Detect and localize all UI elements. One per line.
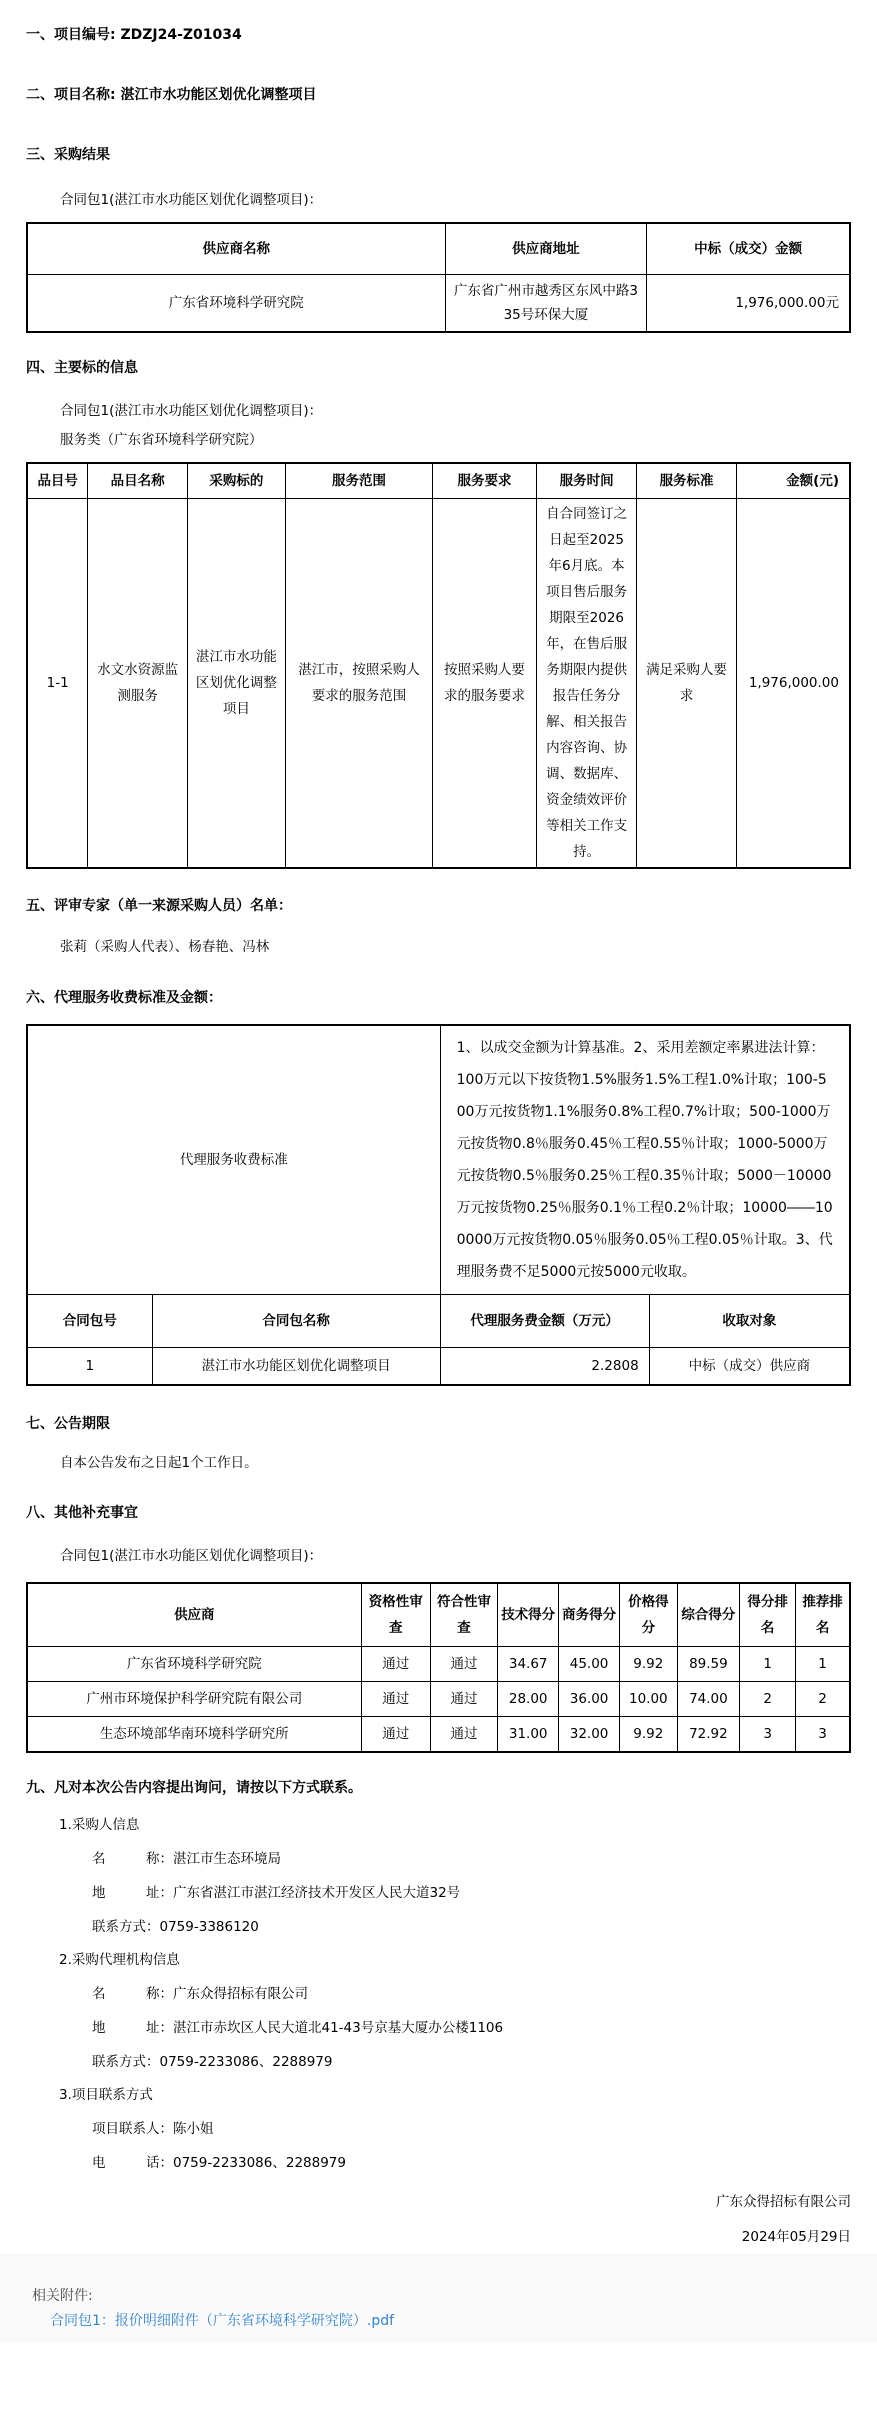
business-score-cell: 32.00: [559, 1717, 620, 1753]
price-score-cell: 9.92: [620, 1647, 678, 1682]
column-header: 资格性审查: [361, 1583, 430, 1647]
signature-date: 2024年05月29日: [741, 2229, 851, 2245]
column-header: 服务时间: [536, 463, 636, 499]
column-header: 符合性审查: [430, 1583, 497, 1647]
table-header-row: [27, 1295, 850, 1348]
item-name-cell: 水文水资源监测服务: [88, 499, 188, 869]
procurement-result-table: [26, 222, 851, 333]
table-header-row: [27, 223, 850, 275]
column-header: 供应商: [27, 1583, 361, 1647]
table-row: [27, 275, 850, 333]
column-header: 品目号: [27, 463, 88, 499]
table-row: [27, 1647, 850, 1682]
column-header: 合同包名称: [152, 1295, 440, 1348]
column-header: 供应商地址: [445, 223, 647, 275]
agency-address: 地 址：湛江市赤坎区人民大道北41-43号京基大厦办公楼1106: [92, 2020, 504, 2036]
section-procurement-result-heading: 三、采购结果: [26, 147, 110, 163]
supplier-cell: 生态环境部华南环境科学研究所: [27, 1717, 361, 1753]
table-row: [27, 1682, 850, 1717]
business-score-cell: 45.00: [559, 1647, 620, 1682]
section-notice-period-heading: 七、公告期限: [26, 1416, 110, 1432]
score-rank-cell: 2: [740, 1682, 796, 1717]
section-contact-heading: 九、凡对本次公告内容提出询问，请按以下方式联系。: [26, 1780, 362, 1796]
column-header: 服务范围: [285, 463, 432, 499]
attachments-label: 相关附件:: [32, 2288, 93, 2304]
service-standard-cell: 满足采购人要求: [637, 499, 737, 869]
section-project-number: 一、项目编号: ZDZJ24-Z01034: [26, 27, 242, 43]
project-contact-person: 项目联系人：陈小姐: [92, 2121, 214, 2137]
column-header: 推荐排名: [796, 1583, 850, 1647]
price-score-cell: 9.92: [620, 1717, 678, 1753]
target-cell: 湛江市水功能区划优化调整项目: [187, 499, 285, 869]
column-header: 服务要求: [433, 463, 537, 499]
total-score-cell: 89.59: [677, 1647, 740, 1682]
supplier-score-table: [26, 1582, 851, 1753]
tech-score-cell: 31.00: [498, 1717, 559, 1753]
purchaser-address: 地 址：广东省湛江市湛江经济技术开发区人民大道32号: [92, 1885, 461, 1901]
service-time-cell: 自合同签订之日起至2025年6月底。本项目售后服务期限至2026年，在售后服务期限内提供报告任务分解、相关报告内容咨询、协调、数据库、资金绩效评价等相关工作支持。: [536, 499, 636, 869]
section-supplement-heading: 八、其他补充事宜: [26, 1505, 138, 1521]
column-header: 收取对象: [649, 1295, 850, 1348]
service-requirement-cell: 按照采购人要求的服务要求: [433, 499, 537, 869]
column-header: 价格得分: [620, 1583, 678, 1647]
tech-score-cell: 28.00: [498, 1682, 559, 1717]
column-header: 得分排名: [740, 1583, 796, 1647]
attachment-pdf-link[interactable]: 合同包1：报价明细附件（广东省环境科学研究院）.pdf: [50, 2313, 395, 2329]
result-package-line: 合同包1(湛江市水功能区划优化调整项目)：: [60, 192, 323, 208]
fee-standard-text-cell: 1、以成交金额为计算基准。2、采用差额定率累进法计算：100万元以下按货物1.5%服务1.5%工程1.0%计取；100-500万元按货物1.1%服务0.8%工程0.7%计取；500-1000万元按货物0.8％服务0.45％工程0.55％计取；1000-5000万元按货物0.5％服务0.25％工程0.35％计取；5000－10000万元按货物0.25％服务0.1％工程0.2％计取；10000――100000万元按货物0.05％服务0.05％工程0.05％计取。3、代理服务费不足5000元按5000元收取。: [440, 1025, 850, 1295]
supplier-name-cell: 广东省环境科学研究院: [27, 275, 445, 333]
section-agency-fee-heading: 六、代理服务收费标准及金额：: [26, 990, 222, 1006]
signature-company: 广东众得招标有限公司: [716, 2194, 851, 2210]
score-rank-cell: 3: [740, 1717, 796, 1753]
supplier-cell: 广州市环境保护科学研究院有限公司: [27, 1682, 361, 1717]
package-no-cell: 1: [27, 1348, 152, 1386]
conformity-cell: 通过: [430, 1717, 497, 1753]
section-experts-heading: 五、评审专家（单一来源采购人员）名单：: [26, 898, 292, 914]
target-package-line: 合同包1(湛江市水功能区划优化调整项目)：: [60, 403, 323, 419]
agency-fee-table: [26, 1024, 851, 1386]
tech-score-cell: 34.67: [498, 1647, 559, 1682]
bid-target-table: [26, 462, 851, 869]
column-header: 品目名称: [88, 463, 188, 499]
table-header-row: [27, 1583, 850, 1647]
business-score-cell: 36.00: [559, 1682, 620, 1717]
qualification-cell: 通过: [361, 1717, 430, 1753]
table-row: [27, 1348, 850, 1386]
attachments-section: [0, 2253, 877, 2343]
column-header: 采购标的: [187, 463, 285, 499]
score-rank-cell: 1: [740, 1647, 796, 1682]
recommend-rank-cell: 1: [796, 1647, 850, 1682]
conformity-cell: 通过: [430, 1682, 497, 1717]
column-header: 金额(元): [736, 463, 850, 499]
fee-standard-label-cell: 代理服务收费标准: [27, 1025, 440, 1295]
total-score-cell: 74.00: [677, 1682, 740, 1717]
purchaser-name: 名 称：湛江市生态环境局: [92, 1851, 281, 1867]
column-header: 代理服务费金额（万元）: [440, 1295, 649, 1348]
table-header-row: [27, 463, 850, 499]
column-header: 商务得分: [559, 1583, 620, 1647]
table-row: [27, 499, 850, 869]
supplier-address-cell: 广东省广州市越秀区东风中路335号环保大厦: [445, 275, 647, 333]
supplier-cell: 广东省环境科学研究院: [27, 1647, 361, 1682]
agency-contact: 联系方式：0759-2233086、2288979: [92, 2054, 333, 2070]
table-row: [27, 1717, 850, 1753]
purchaser-info-title: 1.采购人信息: [59, 1817, 140, 1833]
amount-cell: 1,976,000.00: [736, 499, 850, 869]
service-scope-cell: 湛江市，按照采购人要求的服务范围: [285, 499, 432, 869]
column-header: 技术得分: [498, 1583, 559, 1647]
notice-period-text: 自本公告发布之日起1个工作日。: [60, 1455, 258, 1471]
recommend-rank-cell: 3: [796, 1717, 850, 1753]
section-project-name: 二、项目名称: 湛江市水功能区划优化调整项目: [26, 87, 317, 103]
qualification-cell: 通过: [361, 1682, 430, 1717]
target-category-line: 服务类（广东省环境科学研究院）: [60, 432, 263, 448]
section-bid-target-heading: 四、主要标的信息: [26, 360, 138, 376]
column-header: 中标（成交）金额: [647, 223, 850, 275]
item-no-cell: 1-1: [27, 499, 88, 869]
price-score-cell: 10.00: [620, 1682, 678, 1717]
fee-amount-cell: 2.2808: [440, 1348, 649, 1386]
project-contact-phone: 电 话：0759-2233086、2288979: [92, 2155, 346, 2171]
column-header: 供应商名称: [27, 223, 445, 275]
column-header: 合同包号: [27, 1295, 152, 1348]
project-contact-title: 3.项目联系方式: [59, 2087, 153, 2103]
qualification-cell: 通过: [361, 1647, 430, 1682]
fee-payer-cell: 中标（成交）供应商: [649, 1348, 850, 1386]
conformity-cell: 通过: [430, 1647, 497, 1682]
award-amount-cell: 1,976,000.00元: [647, 275, 850, 333]
purchaser-contact: 联系方式：0759-3386120: [92, 1919, 259, 1935]
package-name-cell: 湛江市水功能区划优化调整项目: [152, 1348, 440, 1386]
fee-standard-row: [27, 1025, 850, 1295]
column-header: 综合得分: [677, 1583, 740, 1647]
agency-info-title: 2.采购代理机构信息: [59, 1952, 180, 1968]
column-header: 服务标准: [637, 463, 737, 499]
agency-name: 名 称：广东众得招标有限公司: [92, 1986, 308, 2002]
recommend-rank-cell: 2: [796, 1682, 850, 1717]
experts-list: 张莉（采购人代表）、杨春艳、冯林: [60, 939, 270, 955]
supplement-package-line: 合同包1(湛江市水功能区划优化调整项目)：: [60, 1548, 323, 1564]
total-score-cell: 72.92: [677, 1717, 740, 1753]
